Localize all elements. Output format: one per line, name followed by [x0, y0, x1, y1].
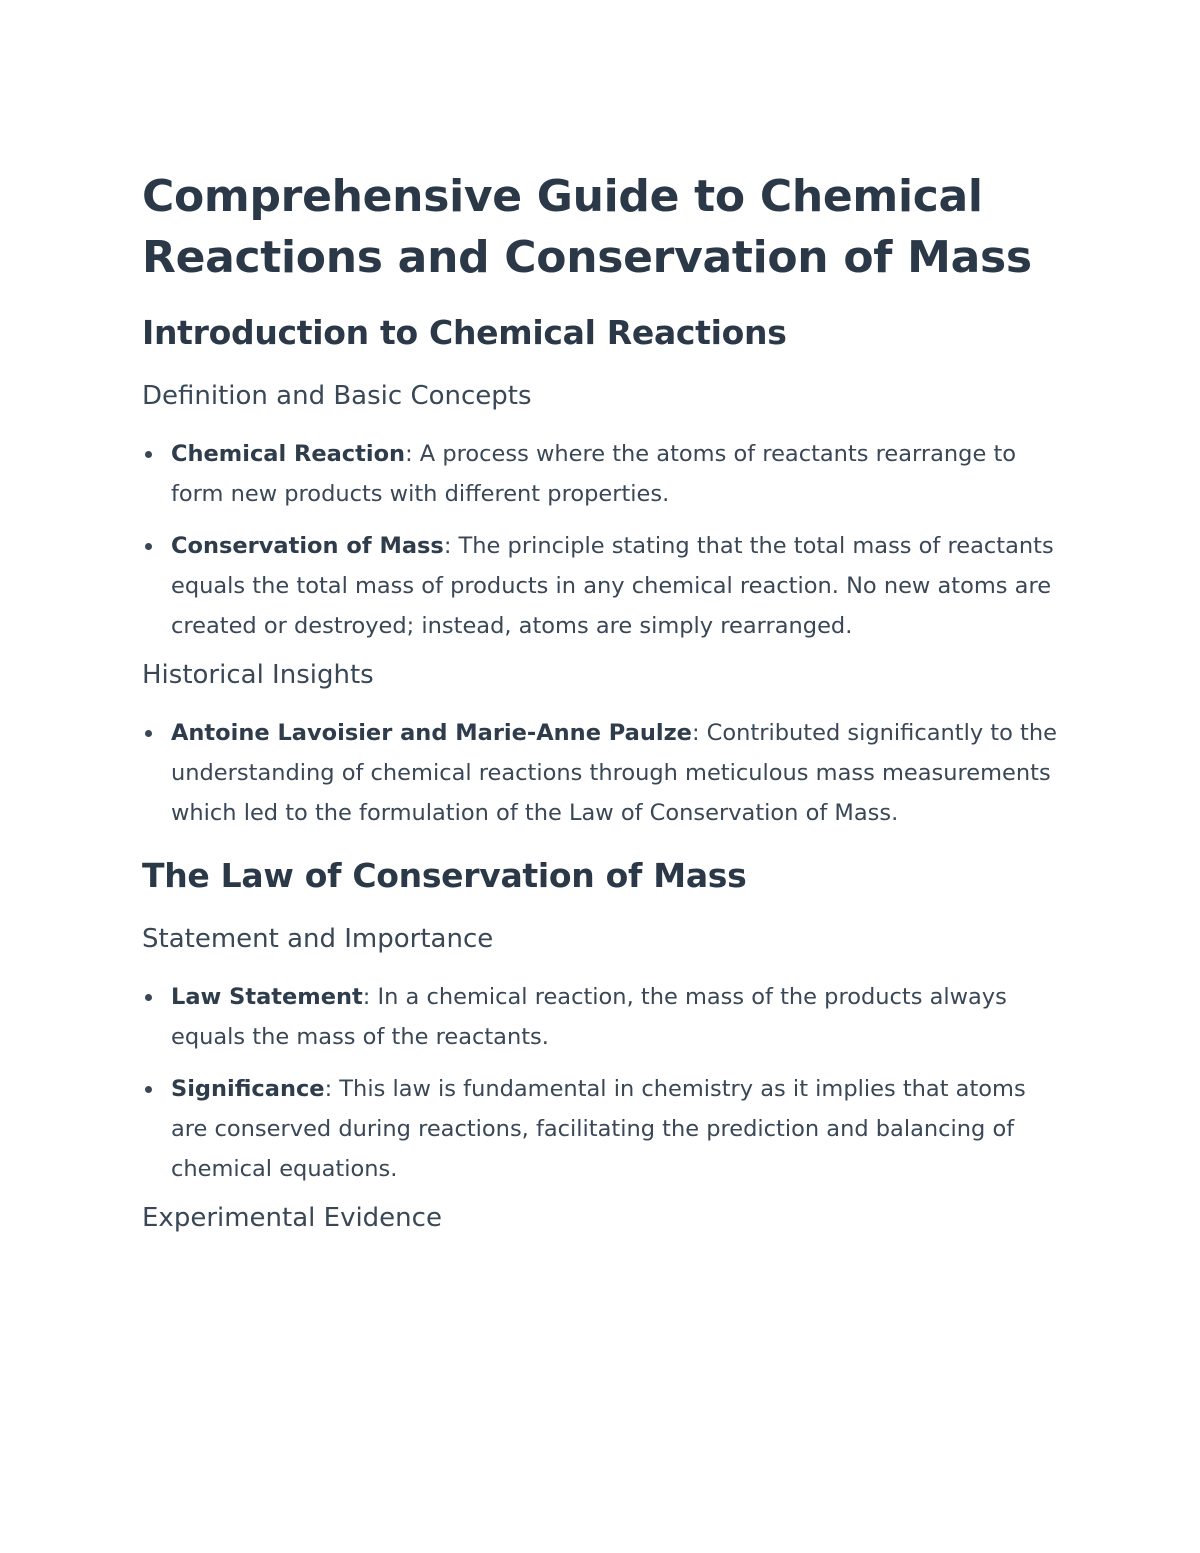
document-page [142, 166, 1062, 1235]
subsection-heading-definition: Definition and Basic Concepts [142, 381, 532, 411]
list-item [142, 713, 1062, 833]
list-item-term: Chemical Reaction [171, 441, 406, 467]
list-item-term: Significance [171, 1076, 325, 1102]
list-item-text: : This law is fundamental in chemistry as it implies that atoms are conserved during reactions, facilitating the prediction and balancing of chemical equations. [171, 1076, 1026, 1182]
list-item [142, 526, 1062, 646]
statement-list [142, 977, 1062, 1189]
section-heading-law: The Law of Conservation of Mass [142, 856, 747, 895]
historical-list [142, 713, 1062, 833]
list-item [142, 977, 1062, 1057]
subsection-heading-statement: Statement and Importance [142, 924, 494, 954]
section-heading-introduction: Introduction to Chemical Reactions [142, 313, 787, 352]
page-title: Comprehensive Guide to Chemical Reactions and Conservation of Mass [142, 171, 1032, 283]
subsection-heading-experimental: Experimental Evidence [142, 1203, 442, 1233]
list-item-text: : Contributed significantly to the understanding of chemical reactions through meticulous mass measurements which led to the formulation of the Law of Conservation of Mass. [171, 720, 1057, 826]
list-item [142, 1069, 1062, 1189]
definition-list [142, 434, 1062, 646]
list-item [142, 434, 1062, 514]
list-item-term: Law Statement [171, 984, 363, 1010]
list-item-text: : The principle stating that the total mass of reactants equals the total mass of products in any chemical reaction. No new atoms are created or destroyed; instead, atoms are simply rearranged. [171, 533, 1054, 639]
list-item-text: : In a chemical reaction, the mass of the products always equals the mass of the reactants. [171, 984, 1007, 1050]
list-item-text: : A process where the atoms of reactants rearrange to form new products with different properties. [171, 441, 1017, 507]
subsection-heading-historical: Historical Insights [142, 660, 374, 690]
list-item-term: Antoine Lavoisier and Marie-Anne Paulze [171, 720, 692, 746]
list-item-term: Conservation of Mass [171, 533, 444, 559]
